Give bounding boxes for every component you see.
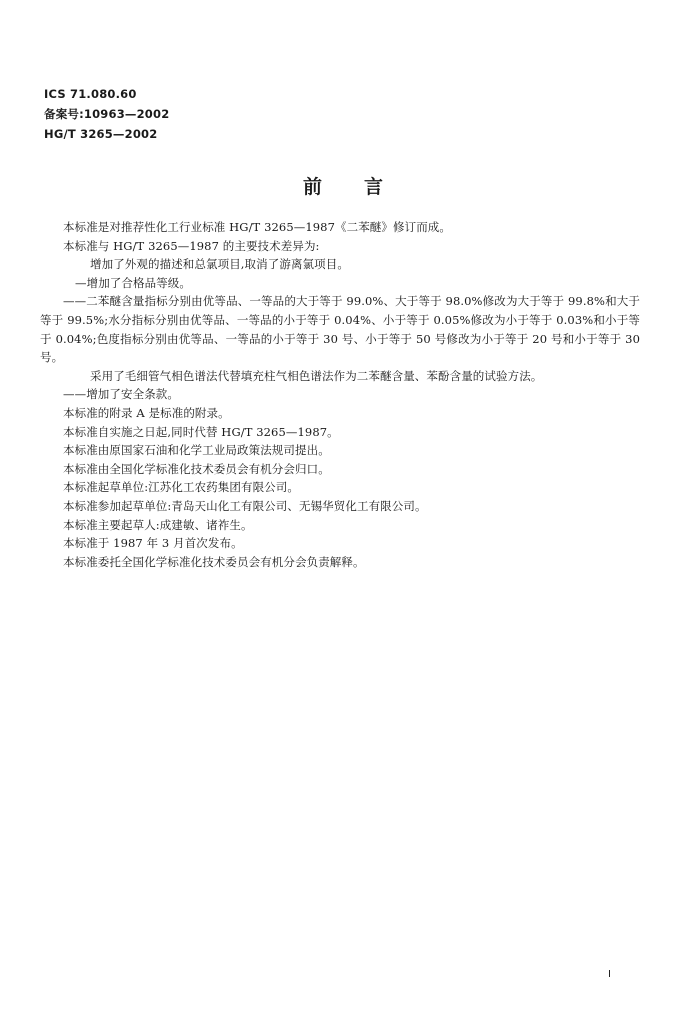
paragraph: 本标准自实施之日起,同时代替 HG/T 3265—1987。 — [63, 424, 339, 439]
paragraph: 本标准委托全国化学标准化技术委员会有机分会负责解释。 — [63, 554, 365, 569]
filing-number: 备案号:10963—2002 — [44, 107, 170, 121]
standard-code: HG/T 3265—2002 — [44, 127, 158, 141]
ics-code: ICS 71.080.60 — [44, 87, 137, 101]
paragraph: 本标准与 HG/T 3265—1987 的主要技术差异为: — [63, 238, 320, 253]
foreword-body — [40, 218, 640, 571]
paragraph: 本标准主要起草人:成建敏、诸祚生。 — [63, 517, 253, 532]
paragraph: ——二苯醚含量指标分别由优等品、一等品的大于等于 99.0%、大于等于 98.0%修改为大于等于 99.8%和大于等于 99.5%;水分指标分别由优等品、一等品的小于等于 0.04%、小于等于 0.05%修改为小于等于 0.03%和小于等于 0.04%;色度指标分别由优等品、一等品的小于等于 30 号、小于等于 50 号修改为小于等于 20 号和小于等于 30 号。 — [40, 294, 640, 365]
paragraph: —增加了合格品等级。 — [75, 275, 191, 290]
page-number: Ⅰ — [608, 969, 611, 980]
page-title: 前言 — [302, 176, 425, 198]
paragraph: 本标准起草单位:江苏化工农药集团有限公司。 — [63, 480, 299, 495]
paragraph: 本标准是对推荐性化工行业标准 HG/T 3265—1987《二苯醚》修订而成。 — [63, 220, 452, 234]
paragraph: 本标准参加起草单位:青岛天山化工有限公司、无锡华贸化工有限公司。 — [63, 498, 427, 513]
paragraph: 本标准由全国化学标准化技术委员会有机分会归口。 — [63, 461, 330, 476]
standard-header — [44, 84, 169, 144]
paragraph: 增加了外观的描述和总氯项目,取消了游离氯项目。 — [90, 257, 349, 272]
paragraph: 本标准于 1987 年 3 月首次发布。 — [63, 536, 243, 551]
paragraph: ——增加了安全条款。 — [63, 387, 179, 402]
paragraph: 本标准由原国家石油和化学工业局政策法规司提出。 — [63, 443, 330, 458]
paragraph: 采用了毛细管气相色谱法代替填充柱气相色谱法作为二苯醚含量、苯酚含量的试验方法。 — [90, 368, 543, 383]
paragraph: 本标准的附录 A 是标准的附录。 — [63, 405, 230, 420]
